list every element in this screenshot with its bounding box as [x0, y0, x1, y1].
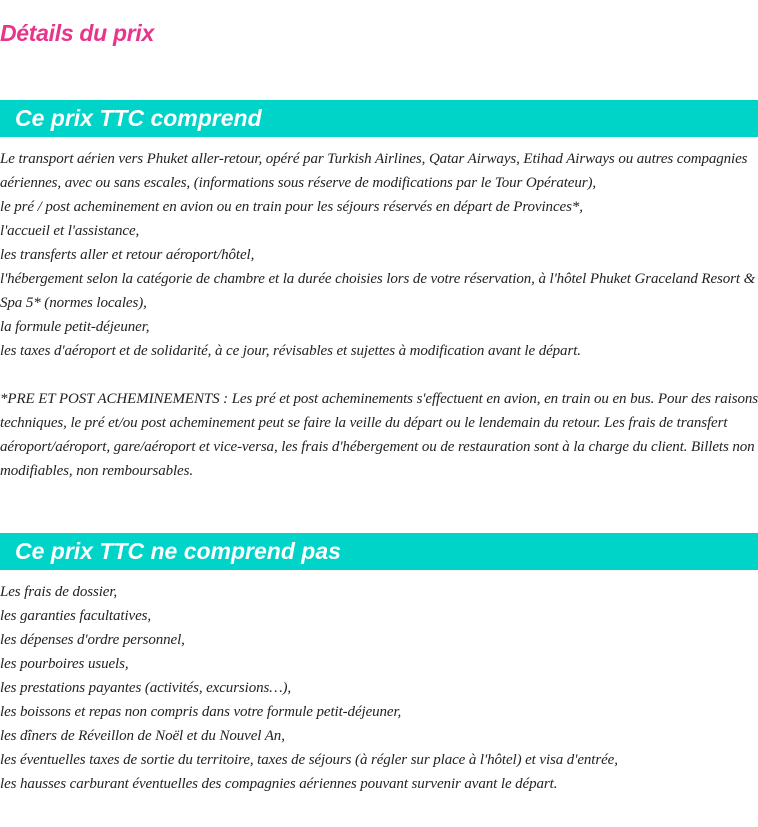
list-item: les transferts aller et retour aéroport/hôtel, — [0, 247, 255, 263]
list-item: l'hébergement selon la catégorie de chambre et la durée choisies lors de votre réservation, à l'hôtel Phuket Graceland Resort & Spa 5* (normes locales), — [0, 271, 756, 311]
list-item: Les frais de dossier, — [0, 584, 118, 600]
list-item: la formule petit-déjeuner, — [0, 319, 150, 335]
list-item: les pourboires usuels, — [0, 656, 129, 672]
list-item: le pré / post acheminement en avion ou en train pour les séjours réservés en départ de Provinces*, — [0, 199, 583, 215]
list-item: les taxes d'aéroport et de solidarité, à ce jour, révisables et sujettes à modification avant le départ. — [0, 343, 581, 359]
list-item: les hausses carburant éventuelles des compagnies aériennes pouvant survenir avant le départ. — [0, 776, 558, 792]
included-section-header: Ce prix TTC comprend — [0, 100, 758, 137]
list-item: les boissons et repas non compris dans votre formule petit-déjeuner, — [0, 704, 402, 720]
list-item: les dîners de Réveillon de Noël et du Nouvel An, — [0, 728, 285, 744]
excluded-list — [0, 580, 758, 796]
list-item: les prestations payantes (activités, excursions…), — [0, 680, 292, 696]
list-item: les dépenses d'ordre personnel, — [0, 632, 185, 648]
included-list — [0, 147, 758, 363]
page-title: Détails du prix — [0, 20, 154, 46]
excluded-section-header: Ce prix TTC ne comprend pas — [0, 533, 758, 570]
list-item: Le transport aérien vers Phuket aller-retour, opéré par Turkish Airlines, Qatar Airways, Etihad Airways ou autres compagnies aériennes, avec ou sans escales, (informations sous réserve de modifications par le Tour Opérateur), — [0, 151, 748, 191]
list-item: les garanties facultatives, — [0, 608, 152, 624]
pre-post-transfer-note: *PRE ET POST ACHEMINEMENTS : Les pré et post acheminements s'effectuent en avion, en train ou en bus. Pour des raisons techniques, le pré et/ou post acheminement peut se faire la veille du départ ou le lendemain du retour. Les frais de transfert aéroport/aéroport, gare/aéroport et vice-versa, les frais d'hébergement ou de restauration sont à la charge du client. Billets non modifiables, non remboursables. — [0, 391, 758, 479]
list-item: l'accueil et l'assistance, — [0, 223, 140, 239]
list-item: les éventuelles taxes de sortie du territoire, taxes de séjours (à régler sur place à l'hôtel) et visa d'entrée, — [0, 752, 618, 768]
